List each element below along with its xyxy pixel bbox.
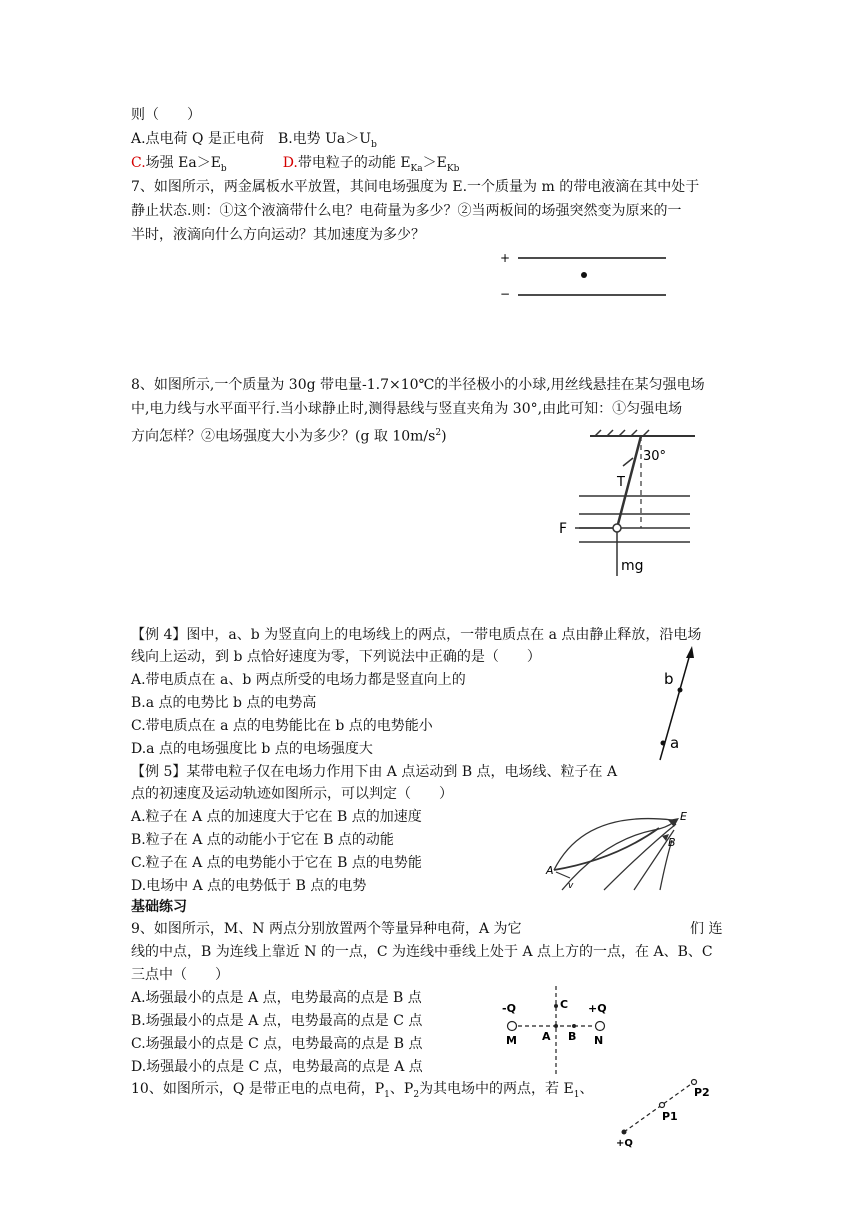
question-8-line <box>131 424 447 446</box>
question-8-line: 8、如图所示,一个质量为 30g 带电量-1.7×10℃的半径极小的小球,用丝线悬挂在某匀强电场 <box>131 377 705 393</box>
subscript: Kb <box>446 163 460 174</box>
b-label: B <box>568 1030 577 1043</box>
parallel-plates-figure <box>498 250 670 300</box>
v-label: v <box>568 881 574 891</box>
p2-label: P2 <box>694 1086 710 1099</box>
b-label: b <box>664 670 674 688</box>
plus-sign: + <box>500 251 511 265</box>
option-line: C.粒子在 A 点的电势能小于它在 B 点的电势能 <box>131 855 422 871</box>
p1-label: P1 <box>662 1110 678 1123</box>
option-line: C.带电质点在 a 点的电势能比在 b 点的电势能小 <box>131 718 433 734</box>
pendulum-figure <box>555 428 700 588</box>
question-7-line: 静止状态.则：①这个液滴带什么电？电荷量为多少？②当两板间的场强突然变为原来的一 <box>131 203 682 219</box>
q-label: +Q <box>616 1138 633 1149</box>
question-8-line: 中,电力线与水平面平行.当小球静止时,测得悬线与竖直夹角为 30°,由此可知：①匀强电场 <box>131 401 683 417</box>
question-7-line: 7、如图所示，两金属板水平放置，其间电场强度为 E.一个质量为 m 的带电液滴在其中处于 <box>131 179 700 195</box>
option-line: C.场强最小的点是 C 点，电势最高的点是 B 点 <box>131 1036 423 1052</box>
b-label: B <box>668 836 676 849</box>
example-5-line: 点的初速度及运动轨迹如图所示，可以判定（ ） <box>131 786 453 802</box>
point-charge-figure <box>612 1074 722 1150</box>
text-run: 10、如图所示，Q 是带正电的点电荷，P <box>131 1081 385 1097</box>
question-9-line: 三点中（ ） <box>131 967 229 983</box>
section-heading: 基础练习 <box>131 899 187 915</box>
example-5-line: 【例 5】某带电粒子仅在电场力作用下由 A 点运动到 B 点，电场线、粒子在 A <box>131 764 618 780</box>
a-label: A <box>546 864 554 877</box>
e-label: E <box>680 810 687 823</box>
c-label: C <box>560 998 569 1011</box>
dipole-figure <box>498 984 618 1078</box>
text-run: 、P <box>389 1081 414 1097</box>
option-line: A.带电质点在 a、b 两点所受的电场力都是竖直向上的 <box>131 672 466 688</box>
text-run: ) <box>441 428 447 445</box>
text-run: ＞E <box>422 155 447 171</box>
question-10-line <box>131 1080 593 1104</box>
option-line: D.电场中 A 点的电势低于 B 点的电势 <box>131 878 367 894</box>
weight-label: mg <box>621 558 644 574</box>
a-label: a <box>670 734 680 752</box>
m-label: M <box>506 1034 517 1047</box>
option-line <box>131 154 459 178</box>
question-9-line-end: 们 连 <box>690 921 723 937</box>
pos-charge-label: +Q <box>588 1002 607 1015</box>
n-label: N <box>594 1034 604 1047</box>
text-line: 则（ ） <box>131 107 201 123</box>
angle-label: 30° <box>643 449 667 464</box>
option-line: D.a 点的电场强度比 b 点的电场强度大 <box>131 741 373 757</box>
option-line: B.a 点的电势比 b 点的电势高 <box>131 695 317 711</box>
subscript: b <box>220 163 227 174</box>
minus-sign: − <box>500 287 511 300</box>
example-4-line: 【例 4】图中，a、b 为竖直向上的电场线上的两点，一带电质点在 a 点由静止释放，沿电场 <box>131 627 702 643</box>
option-line: B.场强最小的点是 A 点，电势最高的点是 C 点 <box>131 1013 423 1029</box>
option-letter: D. <box>282 155 298 171</box>
field-line-figure <box>648 640 698 768</box>
example-4-line: 线向上运动，到 b 点恰好速度为零，下列说法中正确的是（ ） <box>131 649 541 665</box>
subscript: Ka <box>410 163 423 174</box>
option-line: D.场强最小的点是 C 点，电势最高的点是 A 点 <box>131 1059 423 1075</box>
force-label: F <box>559 521 568 537</box>
text-run: 场强 Ea＞E <box>145 155 221 171</box>
option-letter: C. <box>131 155 146 171</box>
question-9-line: 线的中点，B 为连线上靠近 N 的一点，C 为连线中垂线上处于 A 点上方的一点，在 A、B、C <box>131 944 713 960</box>
subscript: 1 <box>573 1089 580 1100</box>
text-run: 、 <box>579 1081 594 1097</box>
superscript: 2 <box>435 428 442 438</box>
option-line: B.粒子在 A 点的动能小于它在 B 点的动能 <box>131 832 394 848</box>
neg-charge-label: -Q <box>502 1002 516 1015</box>
text-run: A.点电荷 Q 是正电荷 B.电势 Ua＞U <box>131 131 372 147</box>
option-line <box>131 130 377 154</box>
option-line: A.粒子在 A 点的加速度大于它在 B 点的加速度 <box>131 809 422 825</box>
subscript: 1 <box>384 1089 390 1100</box>
text-run: 为其电场中的两点，若 E <box>419 1081 574 1097</box>
trajectory-figure <box>544 790 694 894</box>
text-run: 方向怎样？②电场强度大小为多少？(g 取 10m/s <box>131 428 436 445</box>
text-run: 带电粒子的动能 E <box>297 155 411 171</box>
option-line: A.场强最小的点是 A 点，电势最高的点是 B 点 <box>131 990 422 1006</box>
question-7-line: 半时，液滴向什么方向运动？其加速度为多少？ <box>131 227 425 243</box>
subscript: 2 <box>413 1089 420 1100</box>
question-9-line: 9、如图所示，M、N 两点分别放置两个等量异种电荷，A 为它 <box>131 921 522 937</box>
subscript: b <box>371 139 377 150</box>
tension-label: T <box>617 475 625 490</box>
a-label: A <box>542 1030 551 1043</box>
